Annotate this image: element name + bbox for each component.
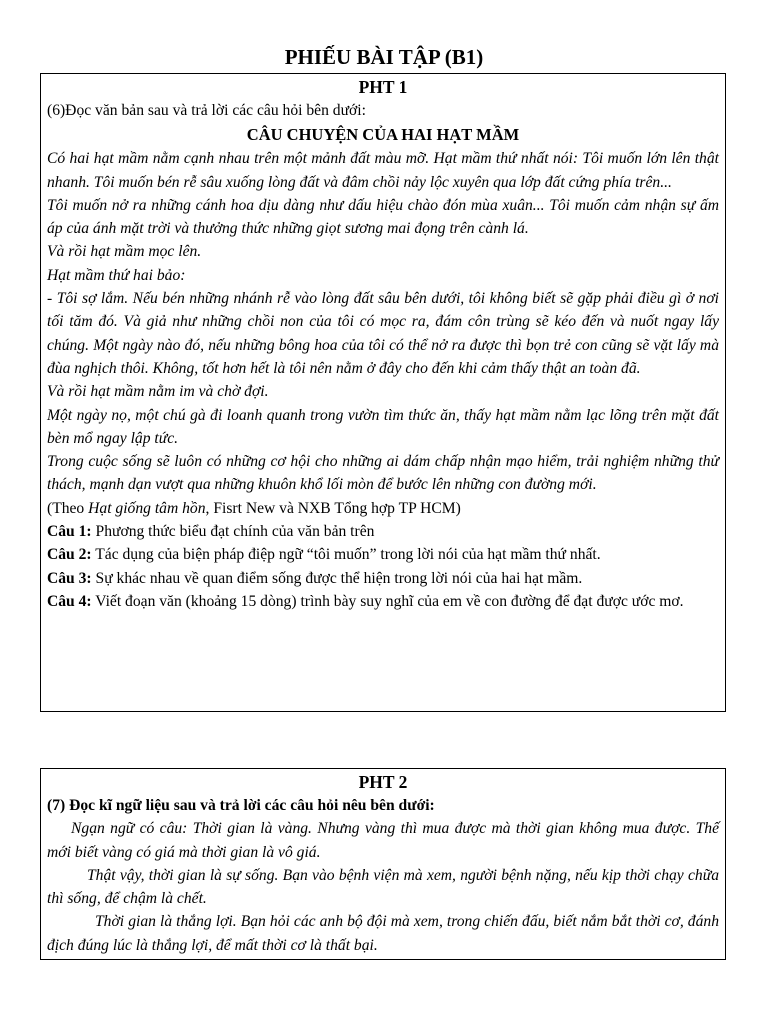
question-3 [47,567,719,590]
question-label: Câu 4: [47,592,92,610]
question-label: Câu 1: [47,523,92,541]
story-paragraph: - Tôi sợ lắm. Nếu bén những nhánh rễ vào lòng đất sâu bên dưới, tôi không biết sẽ gặp phải điều gì ở nơi tối tăm đó. Và giả như những chồi non của tôi có mọc ra, đám côn trùng sẽ kéo đến và nuốt ngay lấy chúng. Một ngày nào đó, nếu những bông hoa của tôi có thể nở ra được thì bọn trẻ con cũng sẽ vặt lấy mà đùa nghịch thôi. Không, tốt hơn hết là tôi nên nằm ở đây cho đến khi cảm thấy thật an toàn đã. [47,290,719,377]
question-text: Tác dụng của biện pháp điệp ngữ “tôi muốn” trong lời nói của hạt mầm thứ nhất. [91,546,601,564]
question-text: Viết đoạn văn (khoảng 15 dòng) trình bày suy nghĩ của em về con đường để đạt được ước mơ. [91,592,684,610]
question-1 [47,520,719,543]
passage-paragraph: Ngạn ngữ có câu: Thời gian là vàng. Nhưng vàng thì mua được mà thời gian không mua được. Thế mới biết vàng có giá mà thời gian là vô giá. [47,820,719,861]
pht2-instruction: (7) Đọc kĩ ngữ liệu sau và trả lời các câu hỏi nêu bên dưới: [47,797,435,814]
story-body [47,147,719,520]
story-paragraph: Hạt mầm thứ hai bảo: [47,266,186,284]
passage-paragraph: Thật vậy, thời gian là sự sống. Bạn vào bệnh viện mà xem, người bệnh nặng, nếu kịp thời chạy chữa thì sống, để chậm là chết. [47,866,719,908]
passage-paragraph: Thời gian là thắng lợi. Bạn hỏi các anh bộ đội mà xem, trong chiến đấu, biết nắm bắt thời cơ, đánh địch đúng lúc là thắng lợi, để mất thời cơ là thất bại. [47,913,719,954]
story-paragraph: Trong cuộc sống sẽ luôn có những cơ hội cho những ai dám chấp nhận mạo hiểm, trải nghiệm những thử thách, mạnh dạn vượt qua những khuôn khổ lối mòn để bước lên những con đường mới. [47,453,719,494]
story-title: CÂU CHUYỆN CỦA HAI HẠT MẦM [246,125,520,145]
source-book-title: Hạt giống tâm hồn [88,499,206,517]
question-2 [47,543,719,566]
story-paragraph: Một ngày nọ, một chú gà đi loanh quanh trong vườn tìm thức ăn, thấy hạt mầm nằm lạc lõng trên mặt đất bèn mổ ngay lập tức. [47,406,719,447]
story-paragraph: Và rồi hạt mầm mọc lên. [47,243,202,261]
story-paragraph: Có hai hạt mầm nằm cạnh nhau trên một mảnh đất màu mỡ. Hạt mầm thứ nhất nói: Tôi muốn lớn lên thật nhanh. Tôi muốn bén rễ sâu xuống lòng đất và đâm chồi nảy lộc xuyên qua lớp đất cứng phía trên... [47,150,719,191]
worksheet-pht2 [40,768,726,960]
question-4 [47,590,719,613]
pht2-heading: PHT 2 [358,772,408,792]
passage-body [47,817,719,957]
story-paragraph: Và rồi hạt mầm nằm im và chờ đợi. [47,383,269,401]
page-title: PHIẾU BÀI TẬP (B1) [284,45,484,69]
story-paragraph: Tôi muốn nở ra những cánh hoa dịu dàng như dấu hiệu chào đón mùa xuân... Tôi muốn cảm nhận sự ấm áp của ánh mặt trời và thưởng thức những giọt sương mai đọng trên cành lá. [47,196,719,238]
question-label: Câu 2: [47,546,92,564]
pht1-heading: PHT 1 [358,77,408,97]
question-text: Sự khác nhau về quan điểm sống được thể hiện trong lời nói của hai hạt mầm. [91,569,583,587]
pht1-instruction: (6)Đọc văn bản sau và trả lời các câu hỏi bên dưới: [47,102,366,119]
source-suffix: , Fisrt New và NXB Tổng hợp TP HCM) [205,499,461,517]
source-prefix: (Theo [47,499,89,517]
story-source [47,497,719,520]
question-label: Câu 3: [47,569,92,587]
worksheet-pht1 [40,73,726,712]
question-text: Phương thức biểu đạt chính của văn bản trên [91,523,375,541]
